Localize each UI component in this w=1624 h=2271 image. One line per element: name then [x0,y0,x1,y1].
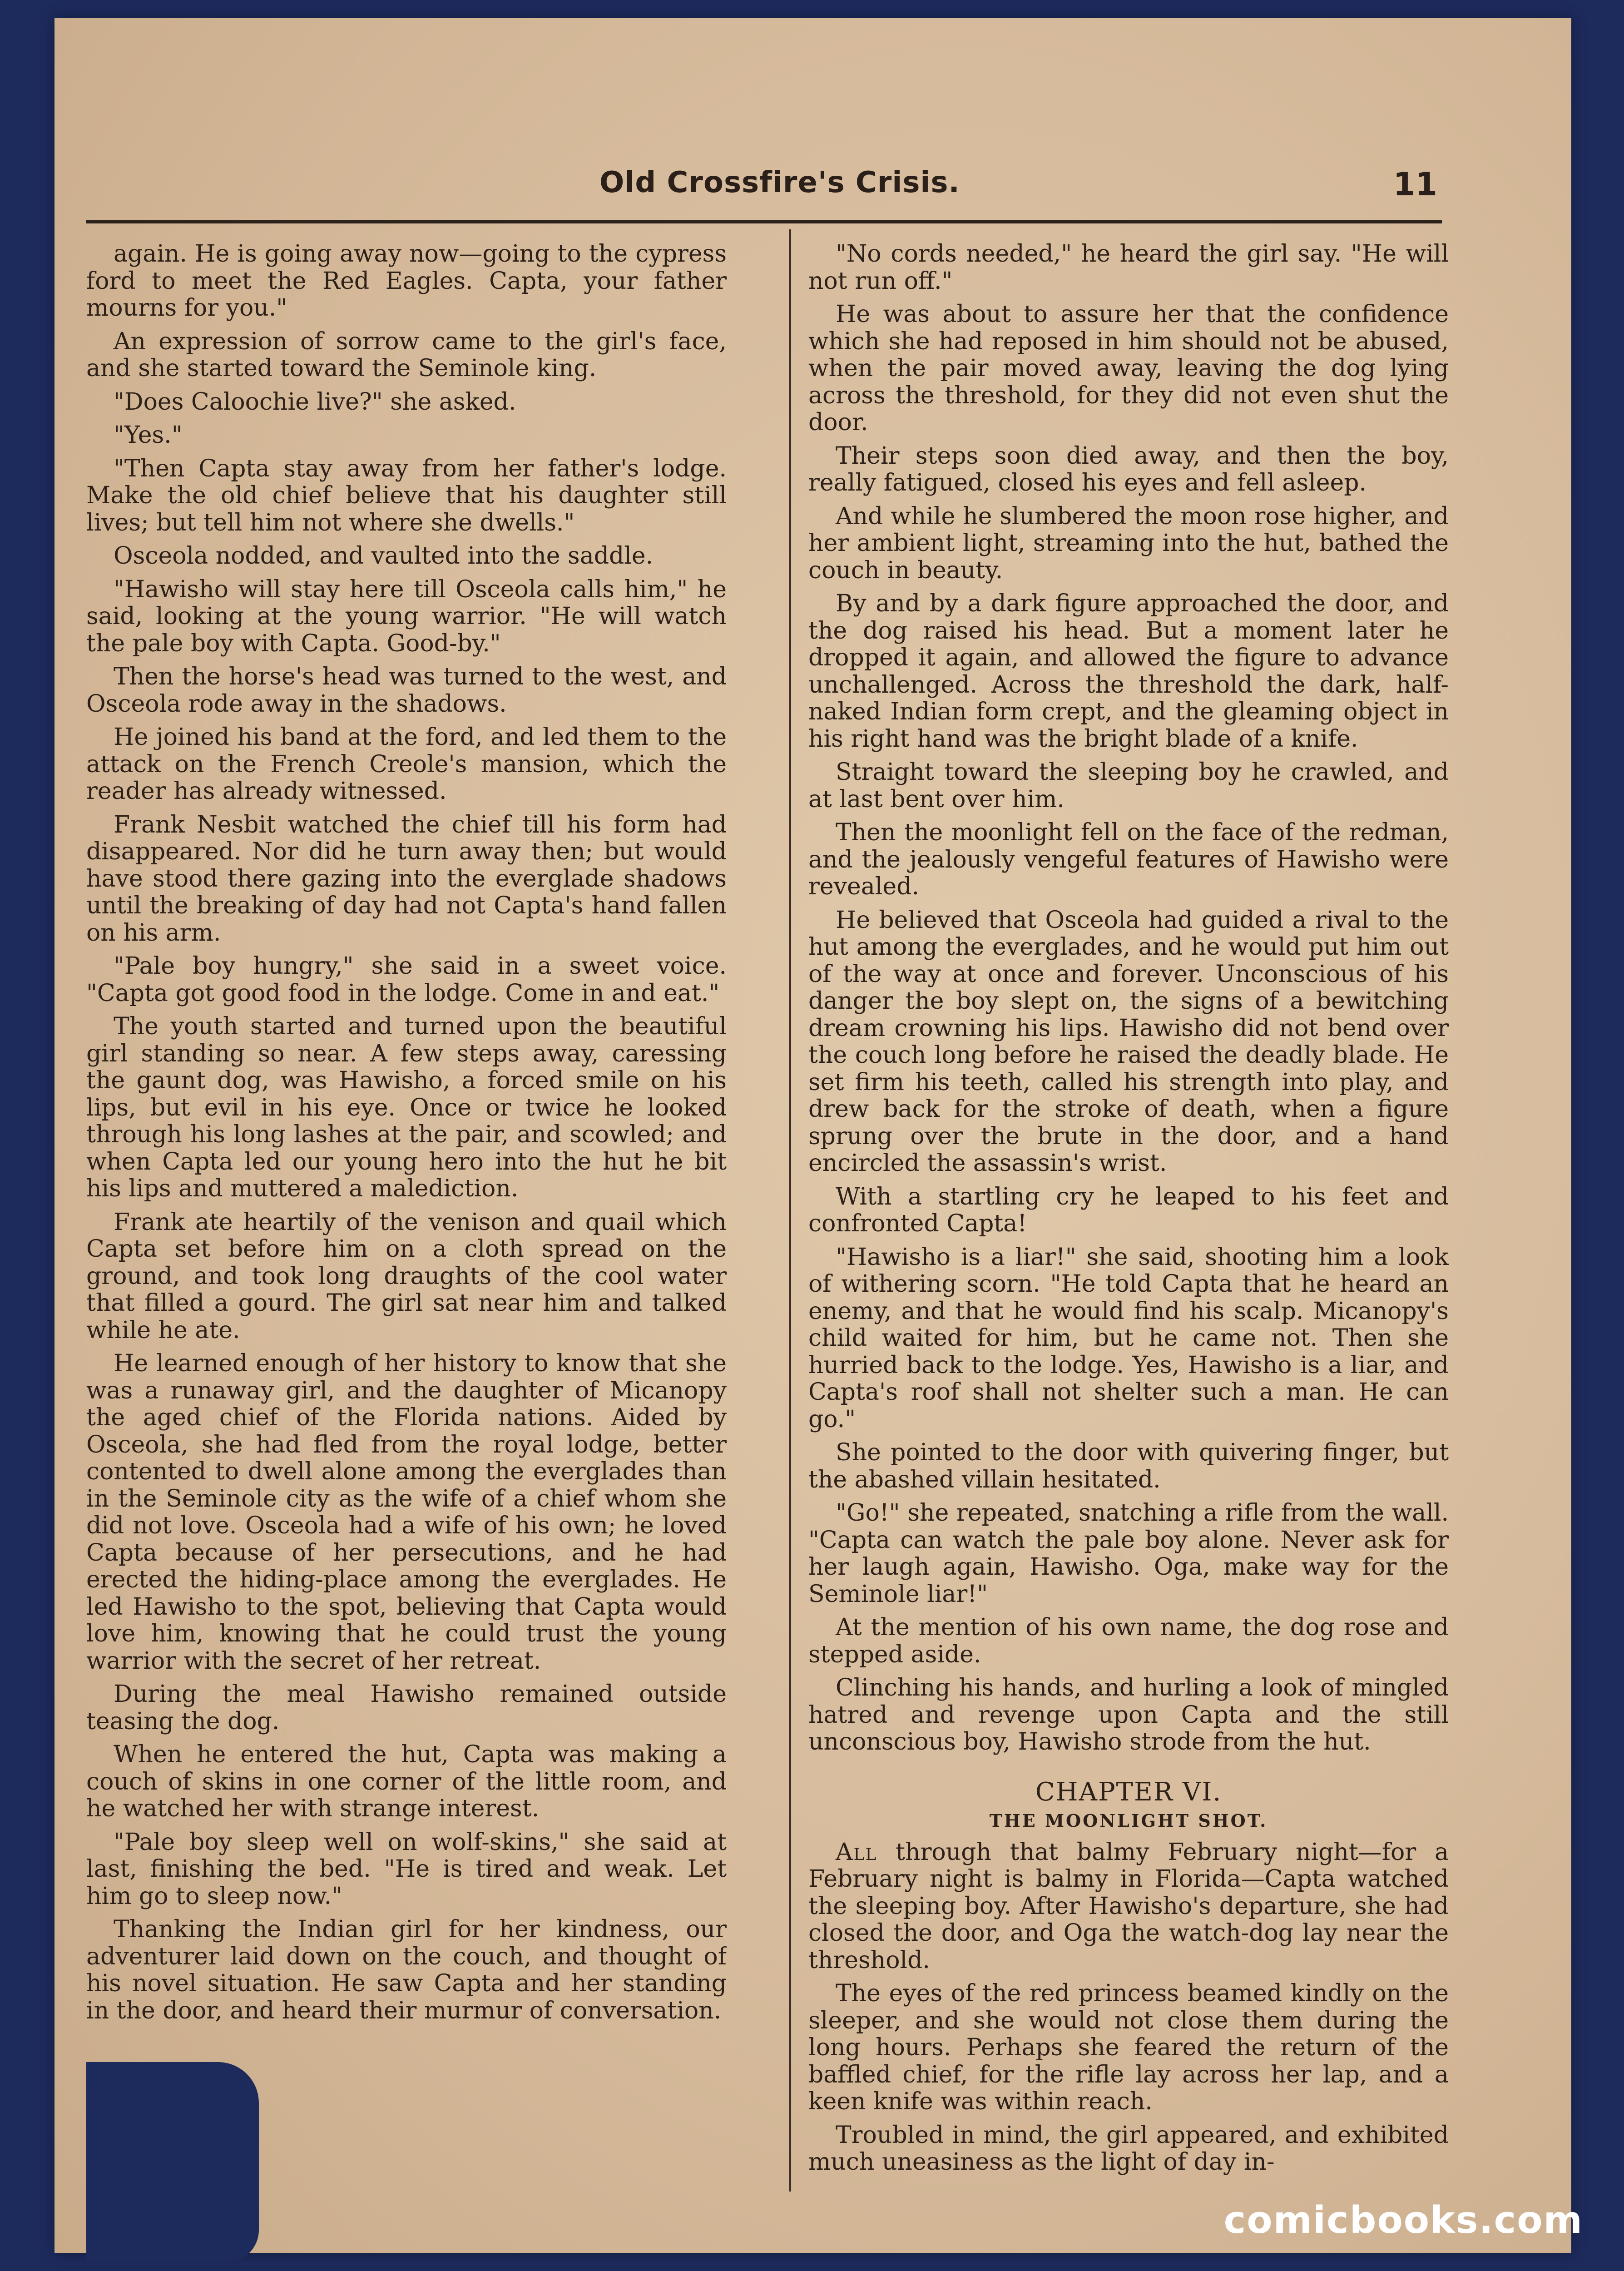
paragraph: Their steps soon died away, and then the boy, really fatigued, closed his eyes and fell asleep. [808,442,1449,496]
running-title: Old Crossfire's Crisis. [599,166,960,199]
paragraph: When he entered the hut, Capta was making a couch of skins in one corner of the little room, and he watched her with strange interest. [86,1741,727,1822]
paragraph: And while he slumbered the moon rose higher, and her ambient light, streaming into the hut, bathed the couch in beauty. [808,502,1449,584]
paragraph: Then the moonlight fell on the face of the redman, and the jealously vengeful features of Hawisho were revealed. [808,819,1449,900]
paragraph: Thanking the Indian girl for her kindness, our adventurer laid down on the couch, and thought of his novel situation. He saw Capta and her standing in the door, and heard their murmur of conversation. [86,1916,727,2024]
chapter-first-paragraph [808,1839,1449,1974]
chapter-subheading: THE MOONLIGHT SHOT. [989,1810,1268,1831]
paragraph: She pointed to the door with quivering finger, but the abashed villain hesitated. [808,1439,1449,1493]
page-header [86,166,1442,223]
paragraph: At the mention of his own name, the dog rose and stepped aside. [808,1614,1449,1668]
page-number: 11 [1393,166,1437,203]
paragraph: "Hawisho is a liar!" she said, shooting him a look of withering scorn. "He told Capta that he heard an enemy, and that he would find his scalp. Micanopy's child waited for him, but he came not. Then she hurried back to the lodge. Yes, Hawisho is a liar, and Capta's roof shall not shelter such a man. He can go." [808,1243,1449,1433]
paragraph: He learned enough of her history to know that she was a runaway girl, and the daughter of Micanopy the aged chief of the Florida nations. Aided by Osceola, she had fled from the royal lodge, better contented to dwell alone among the everglades than in the Seminole city as the wife of a chief whom she did not love. Osceola had a wife of his own; he loved Capta because of her persecutions, and he had erected the hiding-place among the everglades. He led Hawisho to the spot, believing that Capta would love him, knowing that he could trust the young warrior with the secret of her retreat. [86,1350,727,1675]
paragraph: During the meal Hawisho remained outside teasing the dog. [86,1681,727,1735]
paragraph: Clinching his hands, and hurling a look of mingled hatred and revenge upon Capta and the still unconscious boy, Hawisho strode from the hut. [808,1674,1449,1755]
left-column [86,241,727,2189]
paragraph: "Hawisho will stay here till Osceola calls him," he said, looking at the young warrior. "He will watch the pale boy with Capta. Good-by." [86,575,727,657]
paragraph: By and by a dark figure approached the door, and the dog raised his head. But a moment later he dropped it again, and allowed the figure to advance unchallenged. Across the threshold the dark, half-naked Indian form crept, and the gleaming object in his right hand was the bright blade of a knife. [808,590,1449,753]
paragraph: "Then Capta stay away from her father's lodge. Make the old chief believe that his daughter still lives; but tell him not where she dwells." [86,455,727,536]
paragraph: The youth started and turned upon the beautiful girl standing so near. A few steps away, caressing the gaunt dog, was Hawisho, a forced smile on his lips, but evil in his eye. Once or twice he looked through his long lashes at the pair, and scowled; and when Capta led our young hero into the hut he bit his lips and muttered a malediction. [86,1013,727,1202]
right-column [808,241,1449,2189]
paragraph: "Go!" she repeated, snatching a rifle from the wall. "Capta can watch the pale boy alone. Never ask for her laugh again, Hawisho. Oga, make way for the Seminole liar!" [808,1499,1449,1608]
paragraph: again. He is going away now—going to the cypress ford to meet the Red Eagles. Capta, your father mourns for you." [86,241,727,322]
paragraph: The eyes of the red princess beamed kindly on the sleeper, and she would not close them during the long hours. Perhaps she feared the return of the baffled chief, for the rifle lay across her lap, and a keen knife was within reach. [808,1980,1449,2115]
paragraph: Troubled in mind, the girl appeared, and exhibited much uneasiness as the light of day in- [808,2121,1449,2176]
paragraph: He believed that Osceola had guided a rival to the hut among the everglades, and he would put him out of the way at once and forever. Unconscious of his danger the boy slept on, the signs of a bewitching dream crowning his lips. Hawisho did not bend over the couch long before he raised the deadly blade. He set firm his teeth, called his strength into play, and drew back for the stroke of death, when a figure sprung over the brute in the door, and a hand encircled the assassin's wrist. [808,906,1449,1177]
lead-word: All [836,1838,877,1866]
paragraph: Straight toward the sleeping boy he crawled, and at last bent over him. [808,759,1449,813]
column-rule [789,229,791,2192]
paragraph: He joined his band at the ford, and led them to the attack on the French Creole's mansion, which the reader has already witnessed. [86,724,727,805]
paragraph: "No cords needed," he heard the girl say. "He will not run off." [808,241,1449,295]
paragraph: With a startling cry he leaped to his feet and confronted Capta! [808,1183,1449,1237]
watermark: comicbooks.com [1223,2199,1583,2242]
paragraph: "Pale boy sleep well on wolf-skins," she said at last, finishing the bed. "He is tired and weak. Let him go to sleep now." [86,1828,727,1910]
paragraph: He was about to assure her that the confidence which she had reposed in him should not be abused, when the pair moved away, leaving the dog lying across the threshold, for they did not even shut the door. [808,301,1449,436]
paragraph: Osceola nodded, and vaulted into the saddle. [114,542,654,570]
paragraph: Frank ate heartily of the venison and quail which Capta set before him on a cloth spread on the ground, and took long draughts of the cool water that filled a gourd. The girl sat near him and talked while he ate. [86,1208,727,1344]
paragraph: Then the horse's head was turned to the west, and Osceola rode away in the shadows. [86,663,727,718]
chapter-heading: CHAPTER VI. [1035,1777,1222,1807]
paragraph: "Yes." [114,421,183,449]
paragraph: Frank Nesbit watched the chief till his form had disappeared. Nor did he turn away then; but would have stood there gazing into the everglade shadows until the breaking of day had not Capta's hand fallen on his arm. [86,811,727,947]
paragraph-text: through that balmy February night—for a February night is balmy in Florida—Capta watched the sleeping boy. After Hawisho's departure, she had closed the door, and Oga the watch-dog lay near the threshold. [808,1838,1449,1974]
paragraph: "Pale boy hungry," she said in a sweet voice. "Capta got good food in the lodge. Come in and eat." [86,952,727,1007]
paragraph: An expression of sorrow came to the girl's face, and she started toward the Seminole king. [86,327,727,382]
paragraph: "Does Caloochie live?" she asked. [114,388,516,416]
